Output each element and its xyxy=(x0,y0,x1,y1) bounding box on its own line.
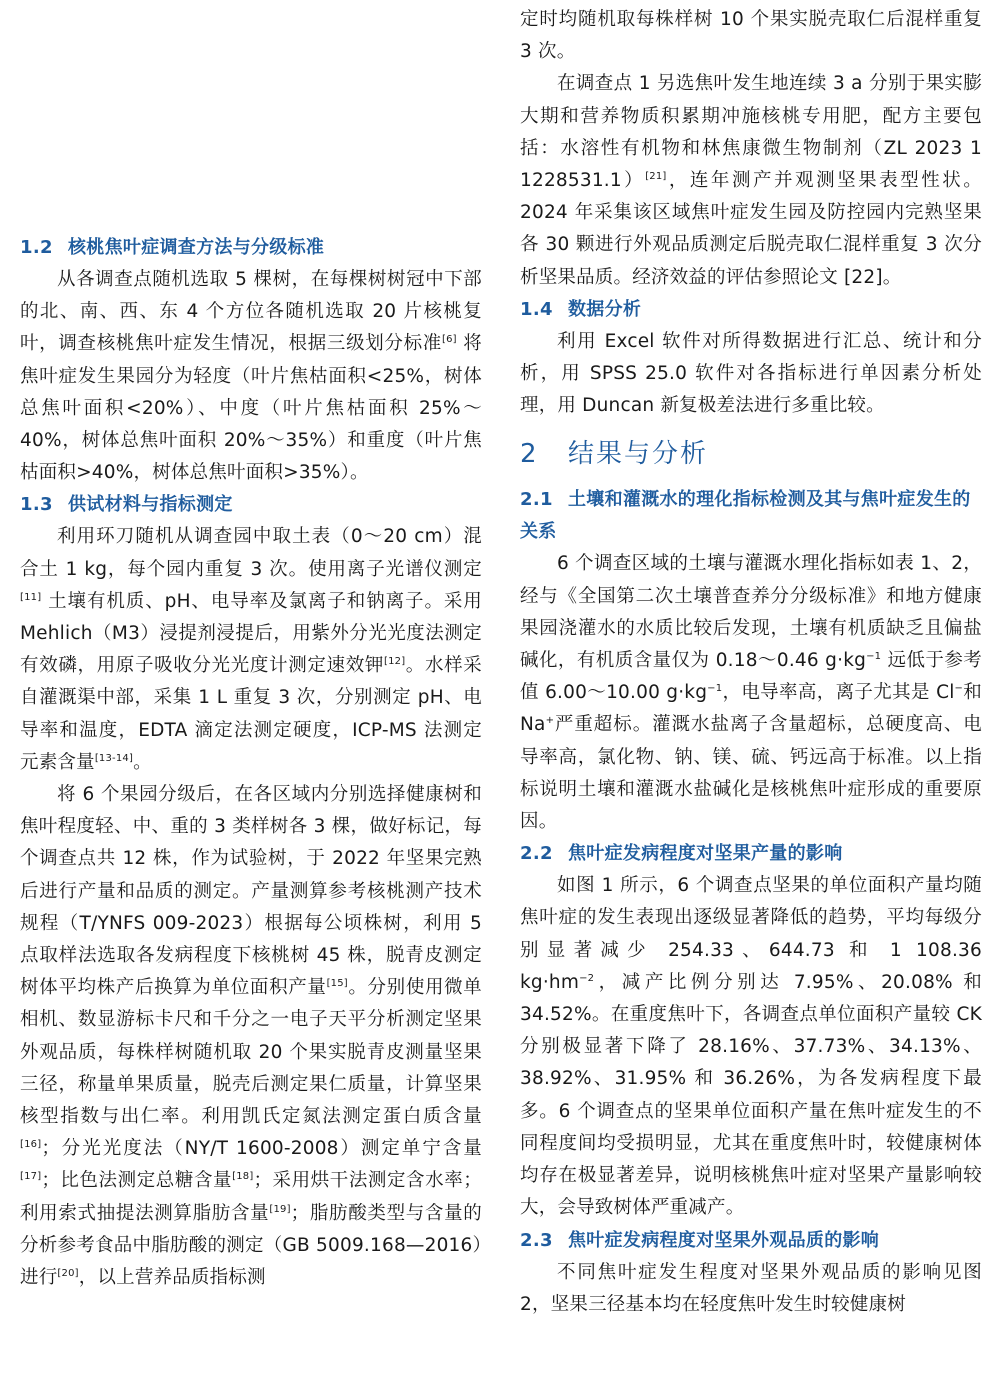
citation: [13-14] xyxy=(94,752,134,764)
citation: [12] xyxy=(384,656,406,668)
right-column xyxy=(520,4,982,1321)
citation: [6] xyxy=(441,334,457,346)
section-heading-1-4: 1.4 数据分析 xyxy=(520,298,642,320)
left-column xyxy=(20,0,482,1294)
paragraph-data-analysis: 利用 Excel 软件对所得数据进行汇总、统计和分析，用 SPSS 25.0 软件对各指标进行单因素分析处理，用 Duncan 新复极差法进行多重比较。 xyxy=(520,330,982,417)
paragraph-continued: 定时均随机取每株样树 10 个果实脱壳取仁后混样重复 3 次。 xyxy=(520,9,982,63)
section-heading-1-3: 1.3 供试材料与指标测定 xyxy=(20,494,233,516)
citation: [19] xyxy=(269,1203,291,1215)
citation: [11] xyxy=(20,591,42,603)
section-heading-2: 2 结果与分析 xyxy=(520,439,709,470)
citation: [17] xyxy=(20,1171,42,1183)
section-heading-2-2: 2.2 焦叶症发病程度对坚果产量的影响 xyxy=(520,843,843,865)
top-whitespace xyxy=(20,0,482,232)
section-heading-1-2: 1.2 核桃焦叶症调查方法与分级标准 xyxy=(20,237,325,258)
citation: [15] xyxy=(326,978,348,990)
paragraph-materials: 利用环刀随机从调查园中取土表（0～20 cm）混合土 1 kg，每个园内重复 3 次。使用离子光谱仪测定[11] 土壤有机质、pH、电导率及氯离子和钠离子。采用 Mehlich（M3）浸提剂浸提后，用紫外分光光度法测定有效磷，用原子吸收分光光度计测定速效钾[12]。水样采自灌溉渠中部，采集 1 L 重复 3 次，分别测定 pH、电导率和温度，EDTA 滴定法测定硬度，ICP-MS 法测定元素含量[13-14]。 xyxy=(20,526,482,773)
citation: [18] xyxy=(232,1171,254,1183)
paragraph-measurement: 将 6 个果园分级后，在各区域内分别选择健康树和焦叶程度轻、中、重的 3 类样树各 3 棵，做好标记，每个调查点共 12 株，作为试验树，于 2022 年坚果完熟后进行产量和品质的测定。产量测算参考核桃测产技术规程（T/YNFS 009-2023）根据每公顷株树，利用 5 点取样法选取各发病程度下核桃树 45 株，脱青皮测定树体平均株产后换算为单位面积产量[15]。分别使用微单相机、数显游标卡尺和千分之一电子天平分析测定坚果外观品质，每株样树随机取 20 个果实脱青皮测量坚果三径，称量单果质量，脱壳后测定果仁质量，计算坚果核型指数与出仁率。利用凯氏定氮法测定蛋白质含量[16]；分光光度法（NY/T 1600-2008）测定单宁含量[17]；比色法测定总糖含量[18]；采用烘干法测定含水率；利用索式抽提法测算脂肪含量[19]；脂肪酸类型与含量的分析参考食品中脂肪酸的测定（GB 5009.168—2016）进行[20]，以上营养品质指标测 xyxy=(20,784,483,1289)
citation: [16] xyxy=(20,1139,42,1151)
paragraph-fertilizer: 在调查点 1 另选焦叶发生地连续 3 a 分别于果实膨大期和营养物质积累期冲施核桃专用肥，配方主要包括：水溶性有机物和林焦康微生物制剂（ZL 2023 1 1228531.1）[21]，连年测产并观测坚果表型性状。2024 年采集该区域焦叶症发生园及防控园内完熟坚果各 30 颗进行外观品质测定后脱壳取仁混样重复 3 次分析坚果品质。经济效益的评估参照论文 [22]。 xyxy=(520,73,982,288)
paragraph-appearance: 不同焦叶症发生程度对坚果外观品质的影响见图 2，坚果三径基本均在轻度焦叶发生时较健康树 xyxy=(520,1261,982,1315)
paragraph-grading: 从各调查点随机选取 5 棵树，在每棵树树冠中下部的北、南、西、东 4 个方位各随机选取 20 片核桃复叶，调查核桃焦叶症发生情况，根据三级划分标准[6] 将焦叶症发生果园分为轻度（叶片焦枯面积<25%，树体总焦叶面积<20%）、中度（叶片焦枯面积 25%～40%，树体总焦叶面积 20%～35%）和重度（叶片焦枯面积>40%，树体总焦叶面积>35%）。 xyxy=(20,269,482,484)
citation: [21] xyxy=(645,170,667,182)
paragraph-yield: 如图 1 所示，6 个调查点坚果的单位面积产量均随焦叶症的发生表现出逐级显著降低的趋势，平均每级分别显著减少 254.33、644.73 和 1 108.36 $kg\cdot hm^{-2}$，减产比例分别达 7.95%、20.08% 和 34.52%。在重度焦叶下，各调查点单位面积产量较 CK 分别极显著下降了 28.16%、37.73%、34.13%、38.92%、31.95% 和 36.26%，为各发病程度下最多。6 个调查点的坚果单位面积产量在焦叶症发生的不同程度间均受损明显，尤其在重度焦叶时，较健康树体均存在极显著差异，说明核桃焦叶症对坚果产量影响较大，会导致树体严重减产。 xyxy=(520,875,982,1219)
section-heading-2-1: 2.1 土壤和灌溉水的理化指标检测及其与焦叶症发生的关系 xyxy=(520,489,971,543)
section-heading-2-3: 2.3 焦叶症发病程度对坚果外观品质的影响 xyxy=(520,1229,880,1251)
paragraph-soil-water: 6 个调查区域的土壤与灌溉水理化指标如表 1、2，经与《全国第二次土壤普查养分分级标准》和地方健康果园浇灌水的水质比较后发现，土壤有机质缺乏且偏盐碱化，有机质含量仅为 0.18～0.46 $g\cdot kg^{-1}$ 远低于参考值 6.00～10.00 $g\cdot kg^{-1}$，电导率高，离子尤其是 Cl−和 Na+严重超标。灌溉水盐离子含量超标，总硬度高、电导率高，氯化物、钠、镁、硫、钙远高于标准。以上指标说明土壤和灌溉水盐碱化是核桃焦叶症形成的重要原因。 xyxy=(520,553,982,833)
citation: [20] xyxy=(57,1267,79,1279)
